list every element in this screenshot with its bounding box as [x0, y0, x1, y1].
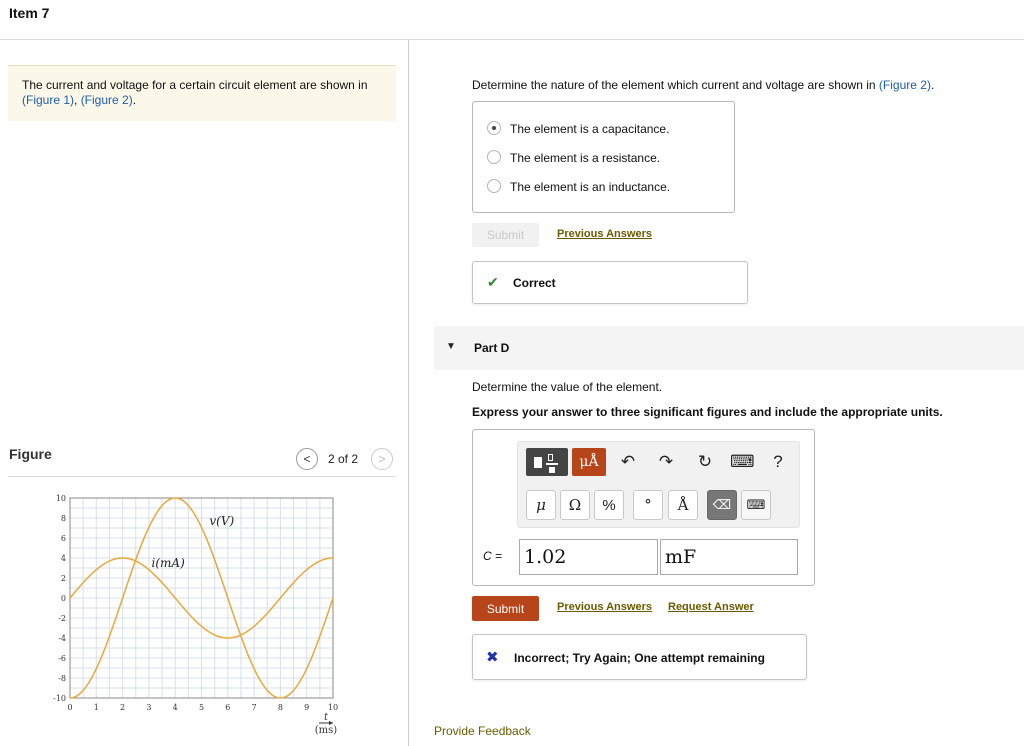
- degree-button[interactable]: °: [633, 490, 663, 520]
- y-tick-label: 6: [60, 534, 66, 543]
- redo-icon[interactable]: ↷: [658, 452, 674, 471]
- x-tick-label: 9: [304, 703, 310, 712]
- backspace-button[interactable]: [707, 490, 737, 520]
- y-tick-label: -6: [58, 654, 66, 663]
- value-input[interactable]: 1.02: [519, 539, 658, 575]
- angstrom-button[interactable]: Å: [668, 490, 698, 520]
- radio-capacitance[interactable]: [487, 121, 501, 135]
- option-capacitance-label: The element is a capacitance.: [510, 122, 670, 136]
- figure-2-link[interactable]: (Figure 2): [80, 93, 133, 107]
- mu-button[interactable]: μ: [526, 490, 556, 520]
- chevron-right-icon: >: [378, 452, 386, 466]
- x-tick-label: 8: [277, 703, 283, 712]
- partC-figure-2-link[interactable]: (Figure 2): [878, 78, 931, 92]
- templates-icon-box: [549, 467, 555, 473]
- help-icon[interactable]: ?: [773, 452, 783, 471]
- y-tick-label: 8: [60, 514, 66, 523]
- partC-feedback-text: Correct: [513, 276, 556, 290]
- x-tick-label: 7: [251, 703, 257, 712]
- x-axis-symbol: t: [323, 712, 329, 723]
- x-tick-label: 3: [146, 703, 152, 712]
- partD-submit-button[interactable]: Submit: [472, 596, 539, 621]
- partD-feedback-box: [472, 634, 807, 680]
- caret-down-icon: ▼: [446, 341, 456, 352]
- y-tick-label: 10: [55, 494, 66, 503]
- units-button[interactable]: [572, 448, 606, 476]
- x-tick-label: 4: [172, 703, 178, 712]
- option-resistance-label: The element is a resistance.: [510, 151, 661, 165]
- cross-icon: ✖: [486, 649, 499, 666]
- templates-button[interactable]: [526, 448, 568, 476]
- keypad-icon: ⌨: [746, 497, 766, 513]
- checkmark-icon: ✔: [487, 274, 499, 290]
- templates-icon-bar: [546, 463, 558, 465]
- x-tick-label: 10: [327, 703, 339, 712]
- figure-label: Figure: [9, 446, 52, 462]
- y-tick-label: 4: [60, 554, 66, 563]
- y-tick-label: -8: [58, 674, 66, 683]
- units-input[interactable]: mF: [660, 539, 798, 575]
- figure-1-link[interactable]: (Figure 1): [22, 93, 75, 107]
- partC-question-end: .: [930, 78, 935, 92]
- option-inductance[interactable]: [473, 174, 734, 194]
- intro-text: The current and voltage for a certain circuit element are shown in: [22, 78, 368, 92]
- chevron-left-icon: <: [303, 452, 311, 466]
- partC-previous-answers-link[interactable]: Previous Answers: [557, 228, 652, 240]
- partD-previous-answers-link[interactable]: Previous Answers: [557, 601, 652, 613]
- partC-question-text: Determine the nature of the element which current and voltage are shown in: [472, 78, 876, 92]
- x-tick-label: 6: [225, 703, 231, 712]
- partD-title: Part D: [474, 341, 510, 355]
- templates-icon-dot: [548, 454, 553, 461]
- units-button-label: μÅ: [579, 454, 599, 470]
- reset-icon[interactable]: ↻: [697, 452, 713, 471]
- intro-separator: ,: [74, 93, 81, 107]
- column-divider: [408, 40, 409, 746]
- header-divider: [0, 39, 1024, 40]
- keyboard-icon[interactable]: ⌨: [730, 452, 755, 471]
- option-inductance-label: The element is an inductance.: [510, 180, 671, 194]
- y-tick-label: -4: [58, 634, 66, 643]
- backspace-icon: ⌫: [712, 497, 732, 513]
- partD-instruction: Express your answer to three significant figures and include the appropriate units.: [472, 405, 943, 419]
- radio-resistance[interactable]: [487, 150, 501, 164]
- keypad-button[interactable]: [741, 490, 771, 520]
- partC-feedback-box: [472, 261, 748, 304]
- partC-submit-button[interactable]: Submit: [472, 223, 539, 247]
- y-tick-label: -10: [53, 694, 66, 703]
- y-tick-label: 0: [60, 594, 66, 603]
- option-resistance[interactable]: [473, 145, 734, 165]
- options-box: [472, 101, 735, 213]
- figure-pager: 2 of 2: [328, 452, 359, 466]
- answer-label: C =: [483, 549, 503, 563]
- x-tick-label: 2: [120, 703, 126, 712]
- page-title: Item 7: [9, 5, 50, 21]
- intro-period: .: [132, 93, 137, 107]
- option-capacitance[interactable]: [473, 116, 734, 136]
- ohm-button[interactable]: Ω: [560, 490, 590, 520]
- intro-box: [8, 65, 396, 121]
- partC-question: [472, 78, 934, 92]
- radio-inductance[interactable]: [487, 179, 501, 193]
- partD-request-answer-link[interactable]: Request Answer: [668, 601, 754, 613]
- figure-chart: [0, 485, 400, 740]
- series-voltage-label: v(V): [209, 514, 235, 528]
- figure-next-button[interactable]: [371, 448, 393, 470]
- partD-feedback-text: Incorrect; Try Again; One attempt remaining: [514, 651, 765, 665]
- series-current-label: i(mA): [151, 556, 185, 570]
- figure-divider: [8, 476, 396, 477]
- percent-button[interactable]: %: [594, 490, 624, 520]
- partD-question: Determine the value of the element.: [472, 380, 663, 394]
- y-tick-label: 2: [60, 574, 66, 583]
- undo-icon[interactable]: ↶: [620, 452, 636, 471]
- x-tick-label: 0: [67, 703, 73, 712]
- x-tick-label: 5: [198, 703, 205, 712]
- x-tick-label: 1: [93, 703, 99, 712]
- provide-feedback-link[interactable]: Provide Feedback: [434, 724, 531, 738]
- partD-header[interactable]: [434, 326, 1024, 370]
- figure-prev-button[interactable]: [296, 448, 318, 470]
- math-toolbar: [517, 441, 800, 528]
- y-tick-label: -2: [58, 614, 66, 623]
- x-axis-unit: (ms): [314, 725, 338, 736]
- answer-panel: [472, 429, 815, 586]
- templates-icon: [534, 457, 542, 468]
